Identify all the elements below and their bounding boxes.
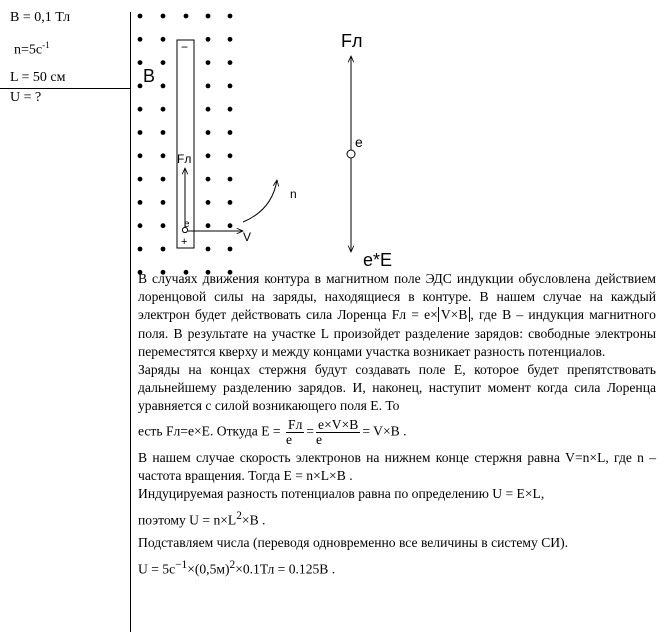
field-dot xyxy=(138,84,143,89)
field-dot xyxy=(138,153,143,158)
velocity-label: V xyxy=(243,230,252,244)
given-length: L = 50 см xyxy=(10,70,66,85)
field-dot xyxy=(161,223,166,228)
rod-minus-sign: − xyxy=(181,40,189,54)
big-field-force-label: e*E xyxy=(363,250,393,270)
field-dot xyxy=(228,37,233,42)
field-dot xyxy=(206,130,211,135)
field-dot xyxy=(228,177,233,182)
field-dot xyxy=(138,60,143,65)
field-dot xyxy=(138,177,143,182)
big-electron xyxy=(347,150,355,158)
rotation-arrow xyxy=(243,180,277,222)
field-dot xyxy=(206,247,211,252)
paragraph-substitute: Подставляем числа (переводя одновременно все величины в систему СИ). xyxy=(138,534,569,550)
lorentz-formula: Fл = e× V×B xyxy=(392,307,471,322)
field-dot xyxy=(228,200,233,205)
field-dot xyxy=(138,37,143,42)
paragraph-lorentz: В случаях движения контура в магнитном поле ЭДС индукции обусловлена действием лоренцовой силы на заряды, находящиеся в контуре. В нашем случае на каждый электрон будет действовать сила Лоренца Fл = e× V×B , где В – индукция магнитного поля. В результате на участке L произойдет разделение зарядов: свободные электроны переместятся кверху и между концами участка возникает разность потенциалов. xyxy=(138,271,656,359)
field-dot xyxy=(184,14,189,19)
field-dot xyxy=(206,153,211,158)
field-dot xyxy=(228,223,233,228)
electron-label: e xyxy=(184,219,190,230)
field-dot xyxy=(228,14,233,19)
field-dot xyxy=(228,84,233,89)
paragraph-field: Заряды на концах стержня будут создавать поле Е, которое будет препятствовать дальнейшему разделению зарядов. И, наконец, наступит момент когда сила Лоренца уравняется с силой возникающего поля Е. То xyxy=(138,362,656,414)
paragraph-result-formula: поэтому $U = n\times L^2\times B$ . xyxy=(138,510,266,528)
big-force-label: Fл xyxy=(341,31,363,51)
solution-text xyxy=(138,270,656,579)
given-unknown: U = ? xyxy=(10,90,42,105)
paragraph-equality: есть Fл=e×E. Откуда E = $\frac{Fл}{e}$ = $\frac{e\times V\times B}{e}$ = V×B . xyxy=(138,416,407,447)
field-label: B xyxy=(143,66,156,86)
field-dot xyxy=(228,247,233,252)
field-dot xyxy=(206,37,211,42)
big-electron-label: e xyxy=(355,134,363,150)
field-dot xyxy=(161,37,166,42)
field-dot xyxy=(228,153,233,158)
field-dot xyxy=(138,130,143,135)
field-dot xyxy=(161,130,166,135)
field-dot xyxy=(138,247,143,252)
rotation-label: n xyxy=(290,187,297,201)
field-dot xyxy=(138,14,143,19)
field-dot xyxy=(228,60,233,65)
rod-plus-sign: + xyxy=(181,236,188,248)
field-dot xyxy=(206,177,211,182)
field-dot xyxy=(206,84,211,89)
field-dot xyxy=(228,130,233,135)
field-dot xyxy=(161,84,166,89)
paragraph-answer: $U = 5c^{-1}\times(0,5м)^2\times 0.1Тл = 0.125B$ . xyxy=(138,559,336,577)
given-frequency: $n=5c^{-1}$ xyxy=(14,40,50,58)
field-dot xyxy=(161,200,166,205)
field-dot xyxy=(206,14,211,19)
paragraph-velocity: В нашем случае скорость электронов на нижнем конце стержня равна V=n×L, где n – частота вращения. Тогда E = n×L×B . xyxy=(138,449,656,483)
field-dot xyxy=(161,153,166,158)
field-dot xyxy=(161,247,166,252)
field-dot xyxy=(161,60,166,65)
field-dot xyxy=(228,107,233,112)
field-dot xyxy=(138,200,143,205)
field-dot xyxy=(206,60,211,65)
field-dot xyxy=(206,107,211,112)
field-dot xyxy=(161,107,166,112)
field-dot xyxy=(206,223,211,228)
field-dot xyxy=(206,200,211,205)
fraction-force: $\frac{Fл}{e}$ xyxy=(286,416,303,447)
given-induction: B = 0,1 Тл xyxy=(10,10,71,25)
fraction-lorentz: $\frac{e\times V\times B}{e}$ xyxy=(316,416,359,447)
field-dot xyxy=(138,107,143,112)
field-dot xyxy=(138,223,143,228)
field-dot xyxy=(161,177,166,182)
field-dot xyxy=(161,14,166,19)
force-label: Fл xyxy=(177,152,192,166)
paragraph-potential: Индуцируемая разность потенциалов равна по определению U = E×L, xyxy=(138,486,545,502)
